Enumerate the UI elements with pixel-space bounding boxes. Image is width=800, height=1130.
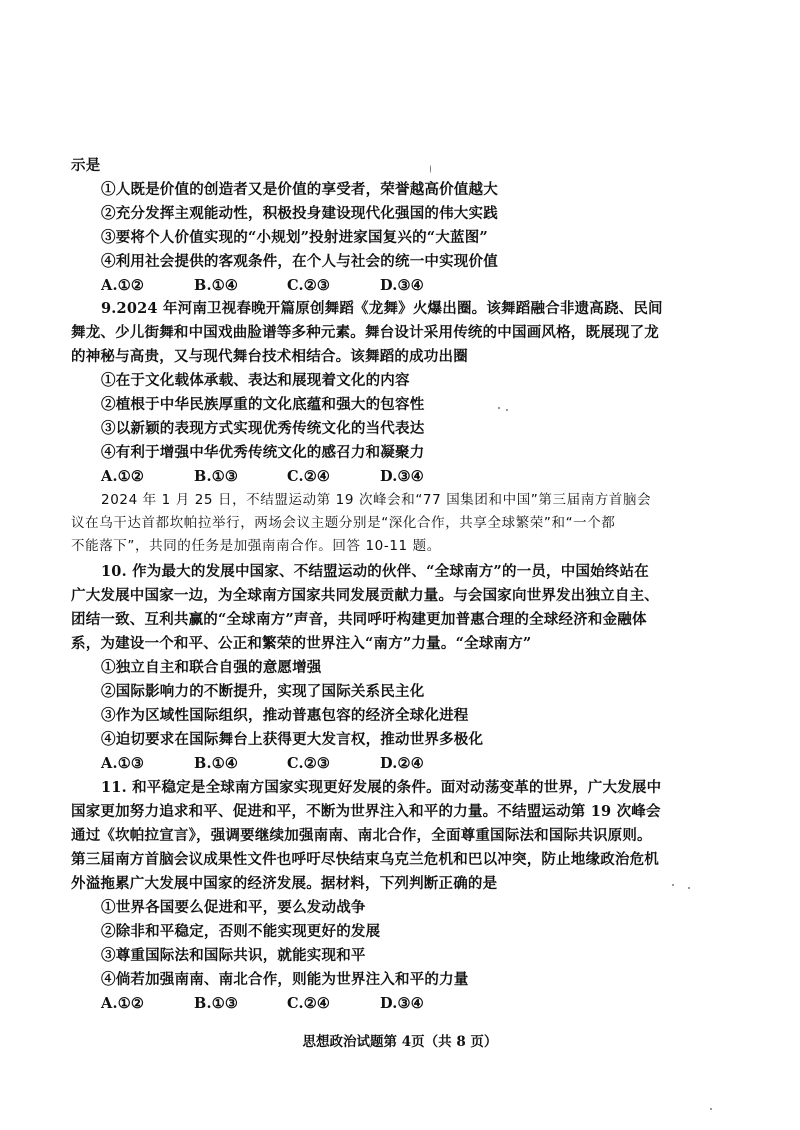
q8-statement-1: ①人既是价值的创造者又是价值的享受者，荣誉越高价值越大 — [101, 181, 498, 198]
q8-statement-4: ④利用社会提供的客观条件，在个人与社会的统一中实现价值 — [101, 253, 498, 270]
material-line-3: 不能落下”，共同的任务是加强南南合作。回答 10-11 题。 — [71, 538, 441, 554]
q8-option-b: B.①④ — [194, 277, 239, 294]
q11-stem-line-2: 国家更加努力追求和平、促进和平，不断为世界注入和平的力量。不结盟运动第 19 次峰会 — [71, 803, 661, 820]
q9-stem-line-1: 9.2024 年河南卫视春晚开篇原创舞蹈《龙舞》火爆出圈。该舞蹈融合非遗高跷、民间 — [101, 300, 663, 317]
material-line-2: 议在乌干达首都坎帕拉举行，两场会议主题分别是“深化合作，共享全球繁荣”和“一个都 — [71, 515, 616, 531]
scan-speck — [498, 407, 500, 409]
q8-option-a: A.①② — [101, 277, 145, 294]
q11-statement-2: ②除非和平稳定，否则不能实现更好的发展 — [101, 923, 381, 940]
q11-option-c: C.②④ — [287, 995, 331, 1012]
q10-option-b: B.①④ — [194, 755, 239, 772]
q10-statement-1: ①独立自主和联合自强的意愿增强 — [101, 659, 322, 676]
q9-stem-line-2: 舞龙、少儿街舞和中国戏曲脸谱等多种元素。舞台设计采用传统的中国画风格，既展现了龙 — [71, 324, 659, 341]
q8-statement-3: ③要将个人价值实现的“小规划”投射进家国复兴的“大蓝图” — [101, 229, 488, 246]
scan-speck — [672, 884, 674, 886]
q10-option-c: C.②③ — [287, 755, 331, 772]
q10-stem-line-3: 团结一致、互利共赢的“全球南方”声音，共同呼吁构建更加普惠合理的全球经济和金融体 — [71, 611, 647, 628]
scan-speck — [710, 1108, 712, 1110]
q9-stem-line-3: 的神秘与高贵，又与现代舞台技术相结合。该舞蹈的成功出圈 — [71, 348, 468, 365]
q11-stem-line-5: 外溢拖累广大发展中国家的经济发展。据材料，下列判断正确的是 — [71, 875, 498, 892]
page-footer: 思想政治试题第 4页（共 8 页） — [302, 1034, 498, 1050]
material-line-1: 2024 年 1 月 25 日，不结盟运动第 19 次峰会和“77 国集团和中国”第三届南方首脑会 — [101, 492, 652, 508]
q11-stem-line-4: 第三届南方首脑会议成果性文件也呼吁尽快结束乌克兰危机和巴以冲突，防止地缘政治危机 — [71, 851, 659, 868]
q10-stem-line-2: 广大发展中国家一边，为全球南方国家共同发展贡献力量。与会国家向世界发出独立自主、 — [71, 587, 659, 604]
q8-stem-tail: 示是 — [71, 157, 101, 174]
q10-statement-3: ③作为区域性国际组织，推动普惠包容的经济全球化进程 — [101, 707, 469, 724]
q9-options — [101, 467, 473, 487]
scan-speck — [688, 887, 690, 889]
q10-option-a: A.①③ — [101, 755, 145, 772]
q9-option-d: D.③④ — [380, 468, 424, 485]
scan-speck — [506, 409, 508, 411]
q8-option-d: D.③④ — [380, 277, 424, 294]
q10-options — [101, 754, 473, 774]
q10-stem-line-1: 10. 作为最大的发展中国家、不结盟运动的伙伴、“全球南方”的一员，中国始终站在 — [101, 563, 649, 580]
q9-statement-1: ①在于文化载体承载、表达和展现着文化的内容 — [101, 372, 410, 389]
q9-statement-3: ③以新颖的表现方式实现优秀传统文化的当代表达 — [101, 420, 425, 437]
q11-statement-1: ①世界各国要么促进和平，要么发动战争 — [101, 899, 366, 916]
q11-option-d: D.③④ — [380, 995, 424, 1012]
q9-option-a: A.①② — [101, 468, 145, 485]
q11-option-a: A.①② — [101, 995, 145, 1012]
q10-statement-2: ②国际影响力的不断提升，实现了国际关系民主化 — [101, 683, 425, 700]
q8-statement-2: ②充分发挥主观能动性，积极投身建设现代化强国的伟大实践 — [101, 205, 498, 222]
q11-stem-line-1: 11. 和平稳定是全球南方国家实现更好发展的条件。面对动荡变革的世界，广大发展中 — [101, 779, 662, 796]
q10-statement-4: ④迫切要求在国际舞台上获得更大发言权，推动世界多极化 — [101, 731, 484, 748]
q9-statement-4: ④有利于增强中华优秀传统文化的感召力和凝聚力 — [101, 444, 425, 461]
q10-stem-line-4: 系，为建设一个和平、公正和繁荣的世界注入“南方”力量。“全球南方” — [71, 635, 532, 652]
scan-speck — [430, 165, 431, 173]
q9-option-c: C.②④ — [287, 468, 331, 485]
q8-option-c: C.②③ — [287, 277, 331, 294]
q9-option-b: B.①③ — [194, 468, 239, 485]
q11-statement-4: ④倘若加强南南、南北合作，则能为世界注入和平的力量 — [101, 971, 469, 988]
q10-option-d: D.②④ — [380, 755, 424, 772]
q8-options — [101, 276, 473, 296]
q11-stem-line-3: 通过《坎帕拉宣言》，强调要继续加强南南、南北合作，全面尊重国际法和国际共识原则。 — [71, 827, 652, 844]
q11-option-b: B.①③ — [194, 995, 239, 1012]
q9-statement-2: ②植根于中华民族厚重的文化底蕴和强大的包容性 — [101, 396, 425, 413]
q11-options — [101, 994, 473, 1014]
q11-statement-3: ③尊重国际法和国际共识，就能实现和平 — [101, 947, 366, 964]
